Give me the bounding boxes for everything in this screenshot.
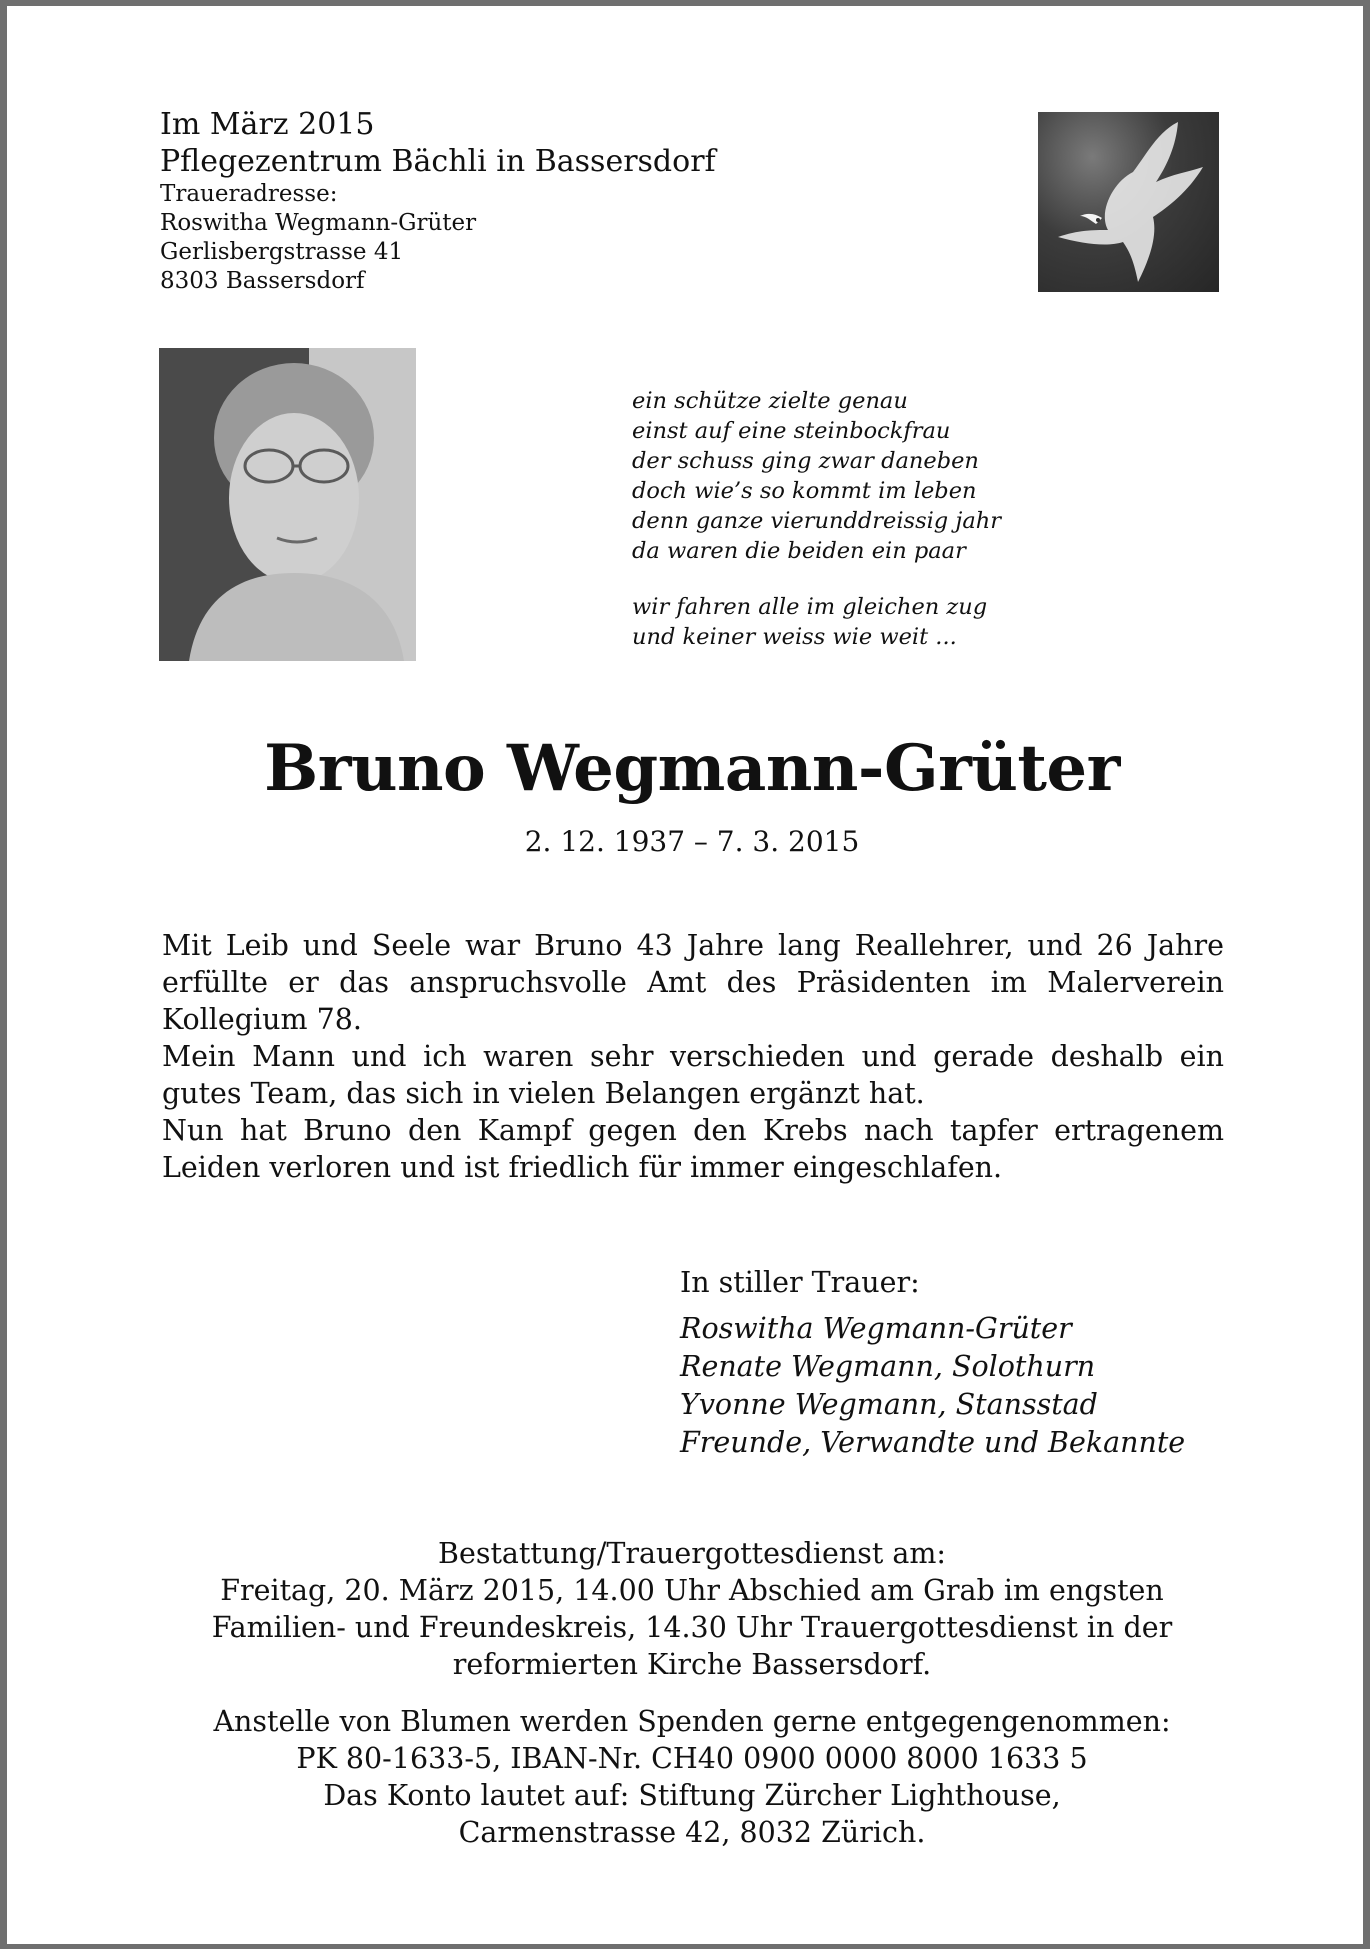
header-place: Pflegezentrum Bächli in Bassersdorf <box>160 144 716 179</box>
mourner-name: Renate Wegmann, Solothurn <box>680 1350 1096 1383</box>
address-street: Gerlisbergstrasse 41 <box>160 239 404 265</box>
donation-info <box>107 1703 1277 1851</box>
donation-line: PK 80-1633-5, IBAN-Nr. CH40 0900 0000 8000 1633 5 <box>296 1742 1088 1775</box>
life-dates: 2. 12. 1937 – 7. 3. 2015 <box>524 825 860 858</box>
service-line: Bestattung/Trauergottesdienst am: <box>438 1537 946 1570</box>
address-city: 8303 Bassersdorf <box>160 268 365 294</box>
service-line: reformierten Kirche Bassersdorf. <box>452 1648 932 1681</box>
mourner-name: Freunde, Verwandte und Bekannte <box>680 1426 1186 1459</box>
body-paragraph: Nun hat Bruno den Kampf gegen den Krebs nach tapfer ertragenem Leiden verloren und ist friedlich für immer eingeschlafen. <box>162 1114 1224 1184</box>
address-label: Traueradresse: <box>160 181 338 207</box>
header-date: Im März 2015 <box>160 107 375 142</box>
poem-line: einst auf eine steinbockfrau <box>632 418 951 444</box>
portrait-photo <box>159 348 416 661</box>
poem <box>632 386 1192 652</box>
donation-line: Carmenstrasse 42, 8032 Zürich. <box>458 1816 926 1849</box>
donation-line: Anstelle von Blumen werden Spenden gerne entgegengenommen: <box>213 1705 1171 1738</box>
poem-line: ein schütze zielte genau <box>632 388 908 414</box>
service-line: Freitag, 20. März 2015, 14.00 Uhr Abschied am Grab im engsten <box>220 1574 1164 1607</box>
header-block <box>160 106 800 296</box>
funeral-service-info <box>107 1535 1277 1683</box>
stanza-gap <box>632 566 1192 592</box>
dove-image <box>1038 112 1219 292</box>
dove-icon <box>1038 112 1219 292</box>
poem-line: und keiner weiss wie weit ... <box>632 624 957 650</box>
mourners-block <box>680 1264 1240 1462</box>
poem-line: da waren die beiden ein paar <box>632 538 966 564</box>
service-line: Familien- und Freundeskreis, 14.30 Uhr Trauergottesdienst in der <box>211 1611 1173 1644</box>
body-paragraph: Mit Leib und Seele war Bruno 43 Jahre lang Reallehrer, und 26 Jahre erfüllte er das anspruchsvolle Amt des Präsidenten im Malerverein Kollegium 78. <box>162 929 1224 1036</box>
poem-line: denn ganze vierunddreissig jahr <box>632 508 1001 534</box>
deceased-name: Bruno Wegmann-Grüter <box>264 731 1120 806</box>
body-paragraph: Mein Mann und ich waren sehr verschieden und gerade deshalb ein gutes Team, das sich in vielen Belangen ergänzt hat. <box>162 1040 1224 1110</box>
mourners-names <box>680 1310 1240 1462</box>
mourner-name: Roswitha Wegmann-Grüter <box>680 1312 1072 1345</box>
donation-line: Das Konto lautet auf: Stiftung Zürcher Lighthouse, <box>323 1779 1061 1812</box>
portrait-icon <box>159 348 416 661</box>
poem-line: doch wie’s so kommt im leben <box>632 478 977 504</box>
mourners-label: In stiller Trauer: <box>680 1266 920 1299</box>
poem-line: wir fahren alle im gleichen zug <box>632 594 988 620</box>
mourner-name: Yvonne Wegmann, Stansstad <box>680 1388 1098 1421</box>
poem-line: der schuss ging zwar daneben <box>632 448 979 474</box>
obituary-text <box>162 927 1224 1186</box>
address-name: Roswitha Wegmann-Grüter <box>160 210 477 236</box>
